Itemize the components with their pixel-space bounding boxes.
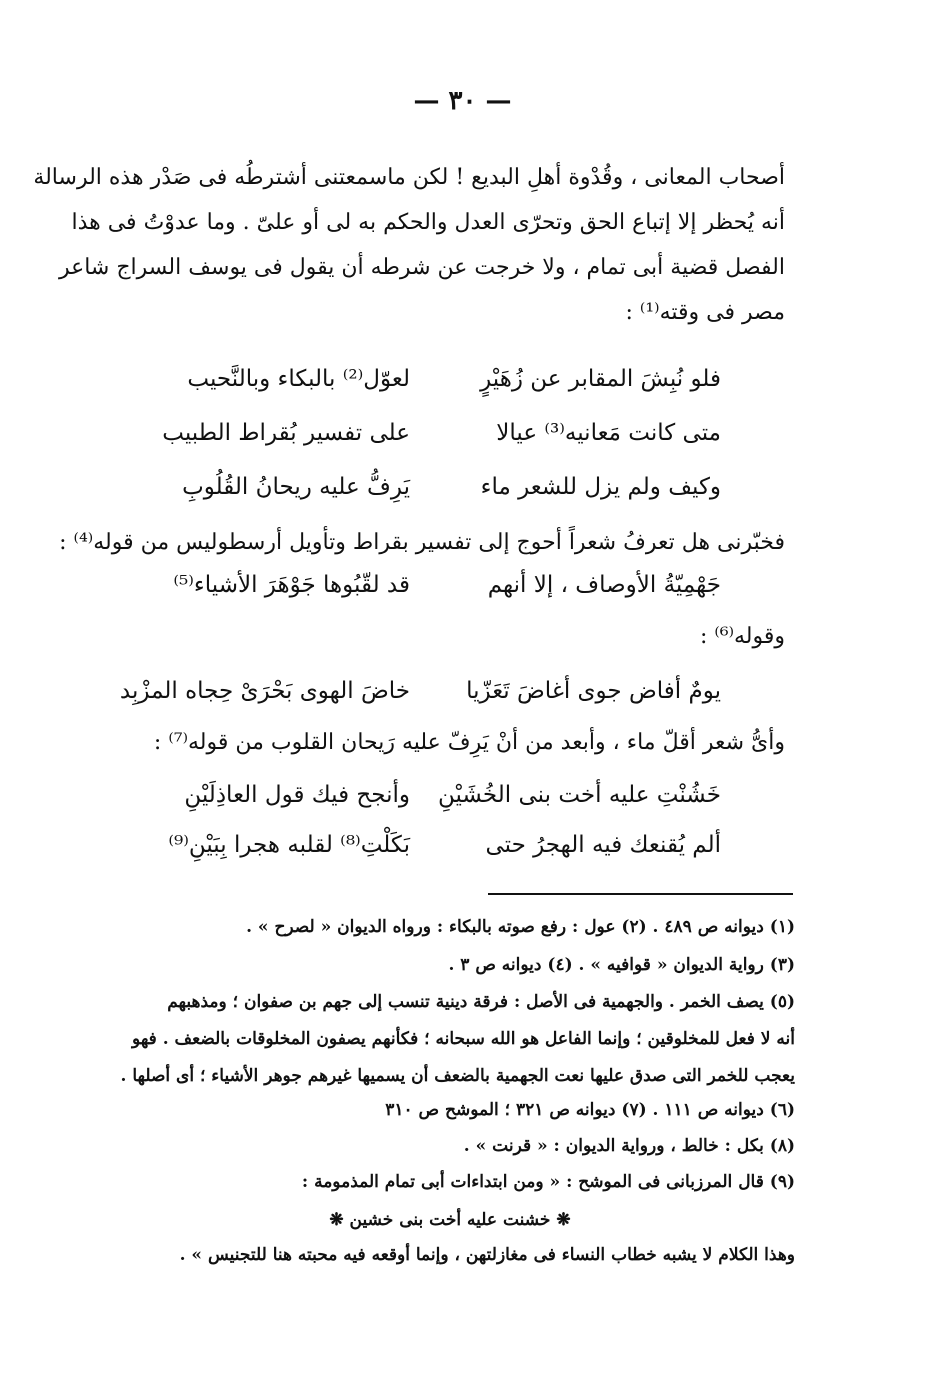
page-number: — ٣٠ — xyxy=(413,86,512,116)
footnote-line: يعجب للخمر التى صدق عليها نعت الجهمية بالضعف أن يسميها غيرهم جوهر الأشياء ؛ أى أصلها . xyxy=(120,1066,795,1086)
verse-line xyxy=(120,782,785,836)
footnote-line: (٥) يصف الخمر . والجهمية فى الأصل : فرقة دينية تنسب إلى جهم بن صفوان ؛ ومذهبهم xyxy=(167,992,795,1012)
text-line: أصحاب المعانى ، وقُدْوة أهلِ البديع ! لكن ماسمعتنى أشترطُه فى صَدْر هذه الرسالة xyxy=(33,165,785,190)
footnote-line: وهذا الكلام لا يشبه خطاب النساء فى مغازلتهن ، وإنما أوقعه فيه محبته هنا للتجنيس » . xyxy=(179,1245,795,1265)
footnote-line: (٩) قال المرزبانى فى الموشح : « ومن ابتداءات أبى تمام المذمومة : xyxy=(301,1172,795,1192)
verse-first-hemistich: متى كانت مَعانيه⁽³⁾ عيالا xyxy=(496,420,721,446)
text-line: مصر فى وقته⁽¹⁾ : xyxy=(625,300,785,325)
footnote-line: (٣) رواية الديوان « قوافيه » . (٤) ديوانه ص ٣ . xyxy=(448,955,795,975)
footnote-quoted-verse: ❋ خشنت عليه أخت بنى خشين ❋ xyxy=(329,1210,571,1230)
verse-first-hemistich: ألم يُقنعك فيه الهجرُ حتى xyxy=(485,832,721,858)
footnote-line: (٨) بكل : خالط ، ورواية الديوان : « قرنت » . xyxy=(463,1136,795,1156)
verse-second-hemistich: وأنجح فيك قول العاذِلَيْنِ xyxy=(184,782,410,808)
verse-first-hemistich: وكيف ولم يزل للشعر ماء xyxy=(480,474,721,500)
verse-second-hemistich: يَرِفُّ عليه ريحانُ القُلُوبِ xyxy=(182,474,410,500)
paragraph-intro xyxy=(33,161,785,341)
footnote-separator xyxy=(488,893,793,895)
text-line: الفصل قضية أبى تمام ، ولا خرجت عن شرطه أن يقول فى يوسف السراج شاعر xyxy=(58,255,785,280)
verse-second-hemistich: خاضَ الهوى بَحْرَىْ حِجاه المزْبِد xyxy=(119,678,410,704)
verse-line xyxy=(120,832,785,886)
paragraph-which-poetry xyxy=(120,726,785,771)
verse-line xyxy=(120,420,785,474)
verse-second-hemistich: على تفسير بُقراط الطبيب xyxy=(162,420,410,446)
verse-line xyxy=(120,474,785,528)
verse-second-hemistich: قد لقّبُوها جَوْهَرَ الأشياء⁽⁵⁾ xyxy=(173,572,410,598)
text-line: فخبّرنى هل تعرفُ شعراً أحوج إلى تفسير بقراط وتأويل أرسطوليس من قوله⁽⁴⁾ : xyxy=(59,530,785,555)
verse-first-hemistich: جَهْمِيّةُ الأوصاف ، إلا أنهم xyxy=(487,572,721,598)
text-line: أنه يُحظر إلا إتباع الحق وتحرّى العدل والحكم به لى أو علىّ . وما عدوْتُ فى هذا xyxy=(71,210,785,235)
verse-second-hemistich: بَكَلْتِ⁽⁸⁾ لقلبه هجرا بِبَيْنِ⁽⁹⁾ xyxy=(168,832,410,858)
verse-line xyxy=(120,572,785,626)
verse-line xyxy=(120,366,785,420)
verse-first-hemistich: فلو نُبِشَ المقابر عن زُهَيْرٍ xyxy=(480,366,721,392)
verse-second-hemistich: لعوّل⁽²⁾ بالبكاء وبالنَّحيب xyxy=(187,366,410,392)
verse-line xyxy=(120,678,785,732)
text-line: وأىُّ شعر أقلّ ماء ، وأبعد من أنْ يَرِفّ عليه رَيحان القلوب من قوله⁽⁷⁾ : xyxy=(153,730,785,755)
footnote-line: (١) ديوانه ص ٤٨٩ . (٢) عول : رفع صوته بالبكاء : ورواه الديوان « لصرح » . xyxy=(246,917,795,937)
footnote-line: أنه لا فعل للمخلوقين ؛ وإنما الفاعل هو الله سبحانه ؛ فكأنهم يصفون المخلوقات بالضعف . فهو xyxy=(132,1029,795,1049)
paragraph-his-saying xyxy=(120,620,785,665)
paragraph-question xyxy=(59,526,785,571)
verse-first-hemistich: يومٌ أفاض جوى أغاضَ تَعَزّيا xyxy=(466,678,721,704)
text-line: وقوله⁽⁶⁾ : xyxy=(699,624,785,649)
footnote-line: (٦) ديوانه ص ١١١ . (٧) ديوانه ص ٣٢١ ؛ الموشح ص ٣١٠ xyxy=(385,1100,795,1120)
verse-first-hemistich: خَشُنْتِ عليه أخت بنى الخُشَيْنِ xyxy=(437,782,721,808)
